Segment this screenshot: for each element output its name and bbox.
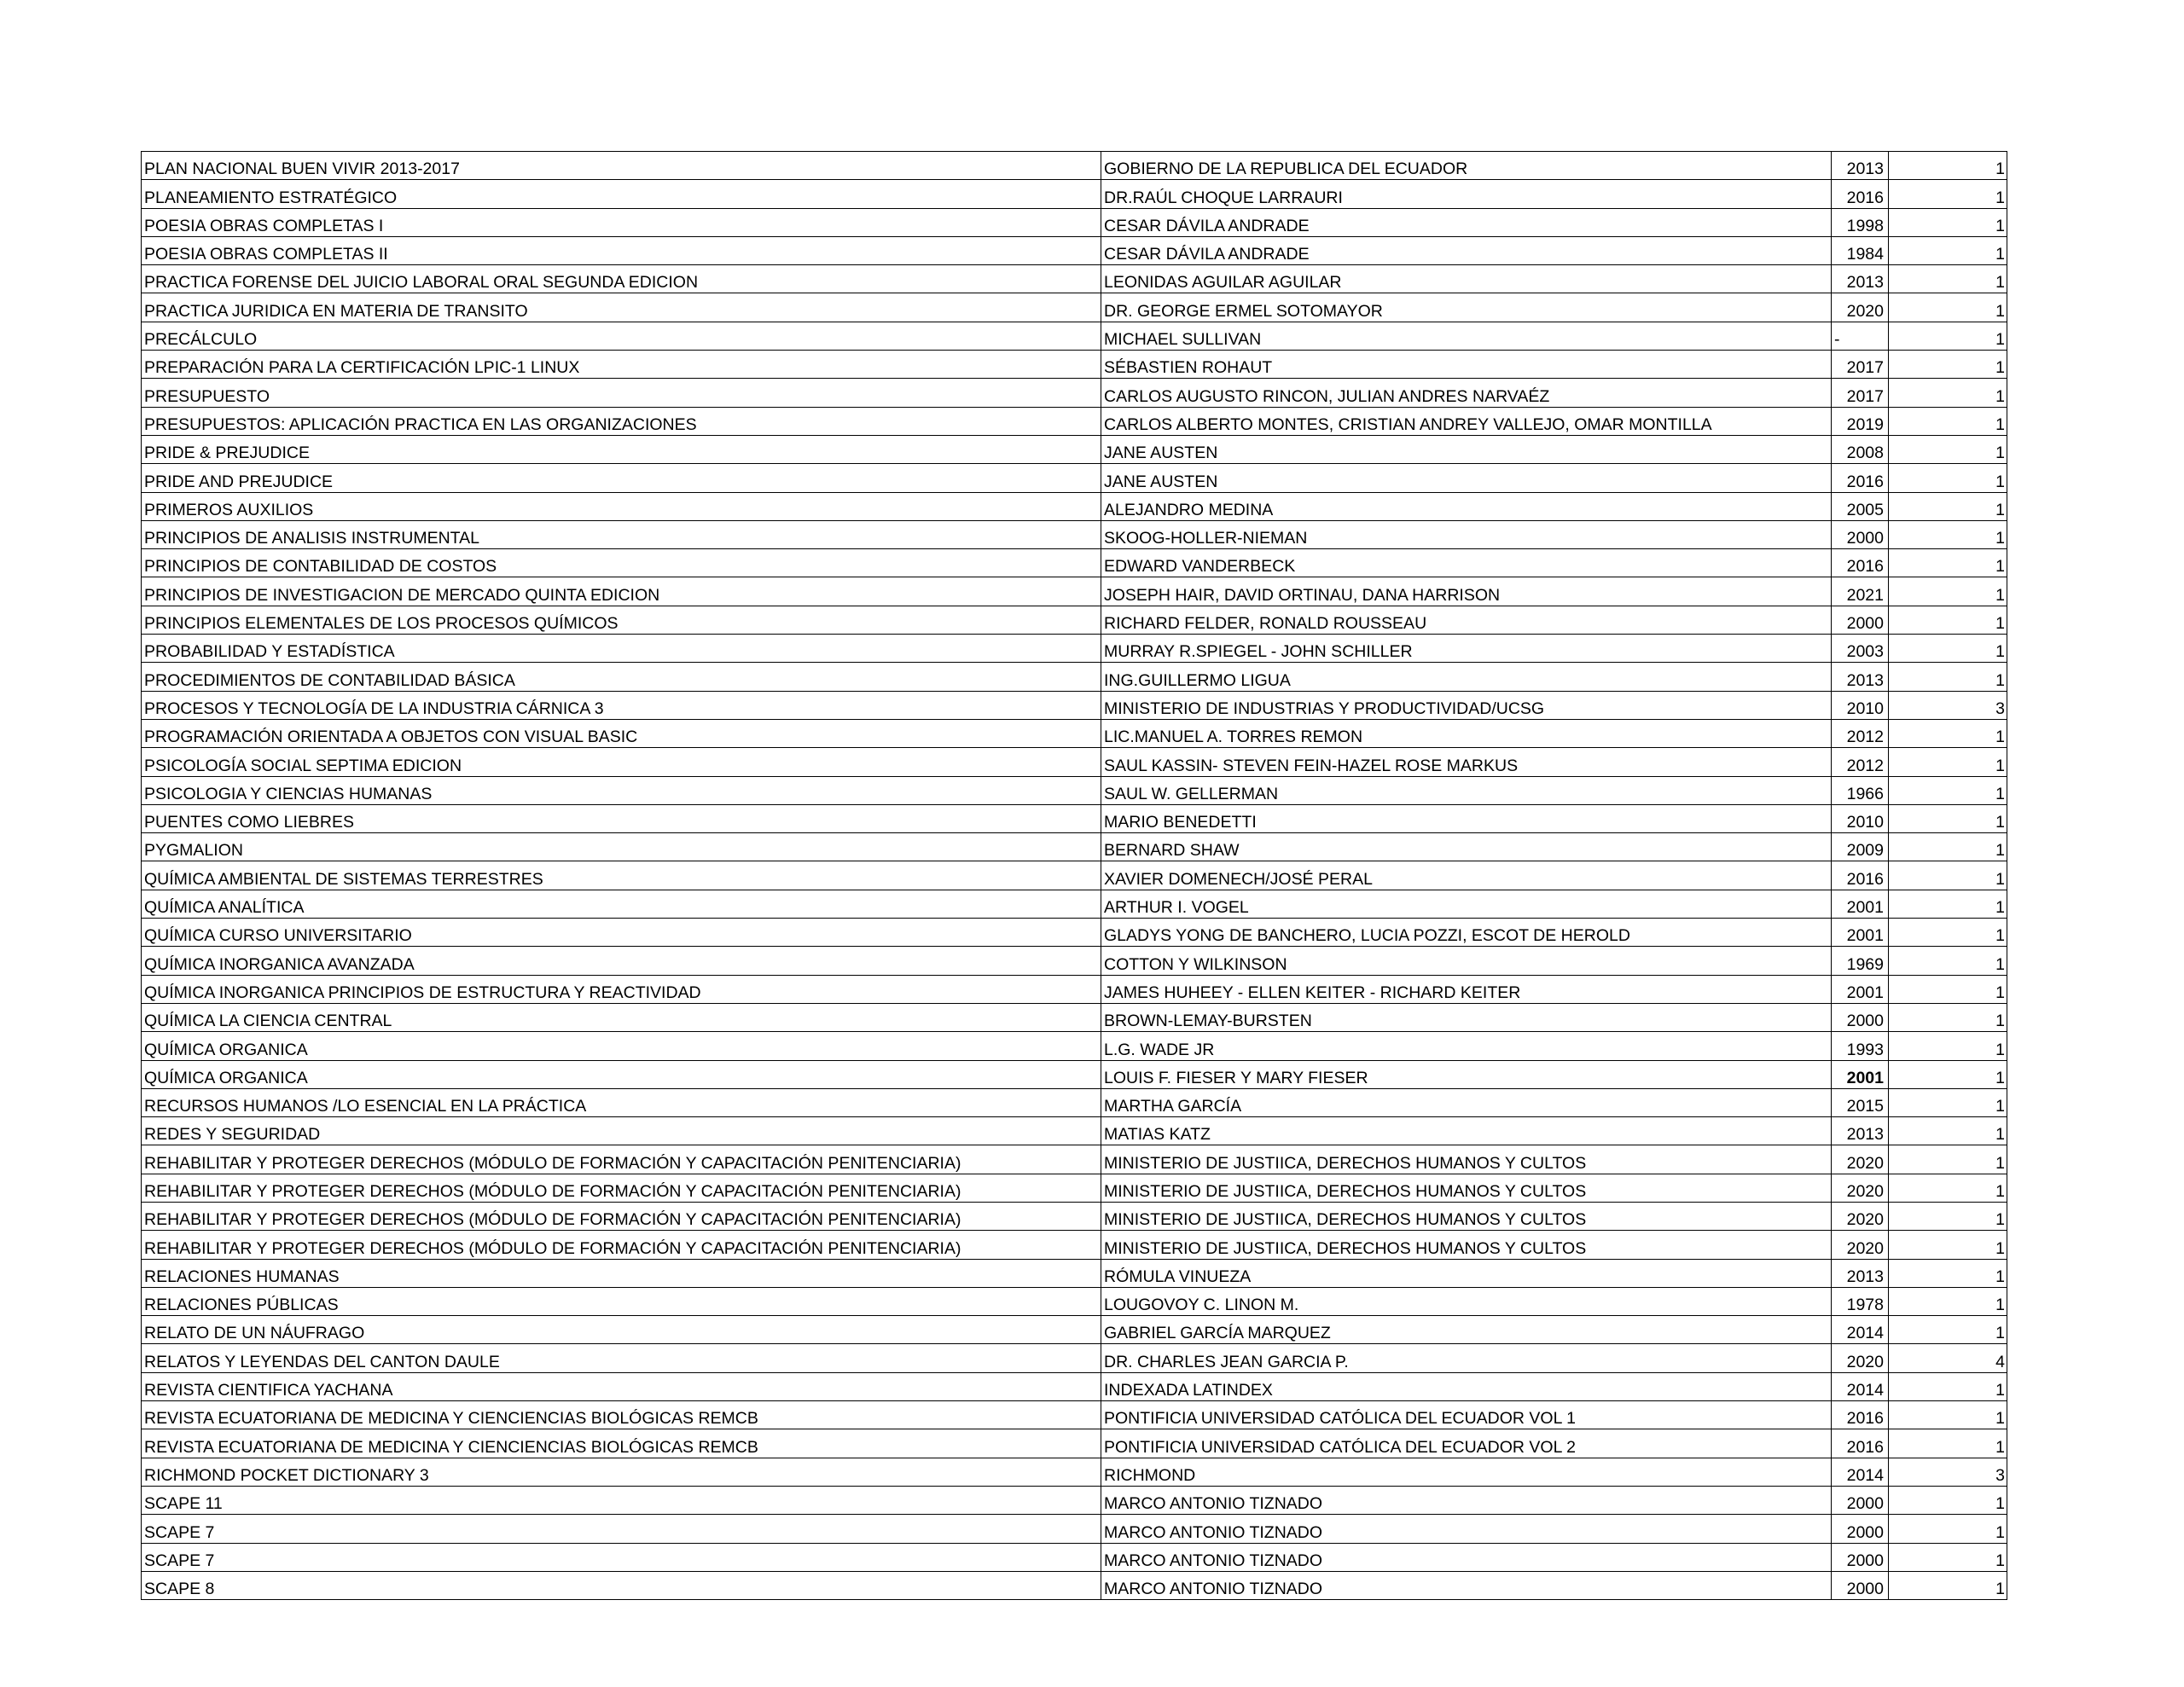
quantity-cell: 1 [1889,577,2007,606]
title-cell: SCAPE 11 [142,1486,1101,1514]
title-cell: PREPARACIÓN PARA LA CERTIFICACIÓN LPIC-1 LINUX [142,351,1101,379]
title-cell: POESIA OBRAS COMPLETAS I [142,208,1101,236]
author-cell: MARTHA GARCÍA [1101,1088,1832,1116]
quantity-cell: 1 [1889,1088,2007,1116]
author-cell: RICHARD FELDER, RONALD ROUSSEAU [1101,606,1832,634]
quantity-cell: 1 [1889,1372,2007,1400]
year-cell: 2016 [1832,464,1889,492]
author-cell: EDWARD VANDERBECK [1101,549,1832,577]
year-cell: 2001 [1832,890,1889,918]
quantity-cell: 1 [1889,180,2007,208]
title-cell: PRACTICA JURIDICA EN MATERIA DE TRANSITO [142,293,1101,322]
year-cell: 2013 [1832,1259,1889,1287]
table-row [142,719,2007,747]
author-cell: ALEJANDRO MEDINA [1101,492,1832,520]
year-cell: 2009 [1832,833,1889,861]
table-row [142,1287,2007,1315]
year-cell: 2000 [1832,606,1889,634]
author-cell: MARCO ANTONIO TIZNADO [1101,1486,1832,1514]
author-cell: RICHMOND [1101,1458,1832,1486]
table-row [142,890,2007,918]
quantity-cell: 1 [1889,804,2007,832]
quantity-cell: 1 [1889,1429,2007,1458]
year-cell: 2020 [1832,1202,1889,1230]
quantity-cell: 1 [1889,1060,2007,1088]
quantity-cell: 1 [1889,635,2007,663]
year-cell: 2016 [1832,1401,1889,1429]
year-cell: 2017 [1832,351,1889,379]
table-body [142,152,2007,1600]
title-cell: PROGRAMACIÓN ORIENTADA A OBJETOS CON VISUAL BASIC [142,719,1101,747]
author-cell: MINISTERIO DE JUSTIICA, DERECHOS HUMANOS Y CULTOS [1101,1145,1832,1174]
table-row [142,464,2007,492]
year-cell: 2001 [1832,919,1889,947]
author-cell: DR.RAÚL CHOQUE LARRAURI [1101,180,1832,208]
year-cell: 2016 [1832,180,1889,208]
table-row [142,975,2007,1003]
table-row [142,861,2007,890]
table-row [142,1202,2007,1230]
author-cell: JAMES HUHEEY - ELLEN KEITER - RICHARD KEITER [1101,975,1832,1003]
year-cell: 2020 [1832,1231,1889,1259]
table-row [142,1117,2007,1145]
author-cell: GOBIERNO DE LA REPUBLICA DEL ECUADOR [1101,152,1832,180]
title-cell: PROCEDIMIENTOS DE CONTABILIDAD BÁSICA [142,663,1101,691]
title-cell: RICHMOND POCKET DICTIONARY 3 [142,1458,1101,1486]
quantity-cell: 1 [1889,379,2007,407]
title-cell: SCAPE 8 [142,1571,1101,1599]
table-row [142,265,2007,293]
author-cell: DR. CHARLES JEAN GARCIA P. [1101,1344,1832,1372]
table-row [142,322,2007,350]
title-cell: PRINCIPIOS DE INVESTIGACION DE MERCADO QUINTA EDICION [142,577,1101,606]
author-cell: BERNARD SHAW [1101,833,1832,861]
quantity-cell: 1 [1889,975,2007,1003]
table-row [142,1316,2007,1344]
year-cell: 2014 [1832,1458,1889,1486]
quantity-cell: 1 [1889,1316,2007,1344]
table-row [142,1571,2007,1599]
table-row [142,208,2007,236]
year-cell: - [1832,322,1889,350]
author-cell: CESAR DÁVILA ANDRADE [1101,208,1832,236]
title-cell: QUÍMICA ORGANICA [142,1032,1101,1060]
table-row [142,236,2007,264]
catalog-sheet [141,151,2007,1600]
table-row [142,1231,2007,1259]
year-cell: 2000 [1832,520,1889,548]
title-cell: REHABILITAR Y PROTEGER DERECHOS (MÓDULO DE FORMACIÓN Y CAPACITACIÓN PENITENCIARIA) [142,1231,1101,1259]
year-cell: 1993 [1832,1032,1889,1060]
table-row [142,351,2007,379]
year-cell: 2005 [1832,492,1889,520]
year-cell: 2016 [1832,861,1889,890]
year-cell: 1978 [1832,1287,1889,1315]
year-cell: 2012 [1832,748,1889,776]
title-cell: PROBABILIDAD Y ESTADÍSTICA [142,635,1101,663]
table-row [142,691,2007,719]
table-row [142,804,2007,832]
author-cell: INDEXADA LATINDEX [1101,1372,1832,1400]
author-cell: JANE AUSTEN [1101,464,1832,492]
table-row [142,152,2007,180]
title-cell: QUÍMICA AMBIENTAL DE SISTEMAS TERRESTRES [142,861,1101,890]
table-row [142,1458,2007,1486]
author-cell: MARCO ANTONIO TIZNADO [1101,1543,1832,1571]
year-cell: 2021 [1832,577,1889,606]
author-cell: MINISTERIO DE JUSTIICA, DERECHOS HUMANOS Y CULTOS [1101,1202,1832,1230]
quantity-cell: 3 [1889,691,2007,719]
quantity-cell: 4 [1889,1344,2007,1372]
table-row [142,577,2007,606]
author-cell: PONTIFICIA UNIVERSIDAD CATÓLICA DEL ECUADOR VOL 2 [1101,1429,1832,1458]
year-cell: 2000 [1832,1003,1889,1031]
title-cell: REVISTA ECUATORIANA DE MEDICINA Y CIENCIENCIAS BIOLÓGICAS REMCB [142,1429,1101,1458]
year-cell: 2013 [1832,663,1889,691]
year-cell: 1969 [1832,947,1889,975]
table-row [142,1032,2007,1060]
author-cell: SKOOG-HOLLER-NIEMAN [1101,520,1832,548]
author-cell: DR. GEORGE ERMEL SOTOMAYOR [1101,293,1832,322]
title-cell: PUENTES COMO LIEBRES [142,804,1101,832]
title-cell: QUÍMICA CURSO UNIVERSITARIO [142,919,1101,947]
table-row [142,1174,2007,1202]
quantity-cell: 1 [1889,1117,2007,1145]
quantity-cell: 1 [1889,748,2007,776]
quantity-cell: 1 [1889,407,2007,435]
author-cell: XAVIER DOMENECH/JOSÉ PERAL [1101,861,1832,890]
title-cell: QUÍMICA LA CIENCIA CENTRAL [142,1003,1101,1031]
title-cell: PSICOLOGIA Y CIENCIAS HUMANAS [142,776,1101,804]
quantity-cell: 1 [1889,208,2007,236]
table-row [142,1088,2007,1116]
quantity-cell: 1 [1889,351,2007,379]
title-cell: PRIDE AND PREJUDICE [142,464,1101,492]
quantity-cell: 1 [1889,1287,2007,1315]
author-cell: PONTIFICIA UNIVERSIDAD CATÓLICA DEL ECUADOR VOL 1 [1101,1401,1832,1429]
title-cell: REHABILITAR Y PROTEGER DERECHOS (MÓDULO DE FORMACIÓN Y CAPACITACIÓN PENITENCIARIA) [142,1145,1101,1174]
table-row [142,833,2007,861]
title-cell: PRINCIPIOS DE ANALISIS INSTRUMENTAL [142,520,1101,548]
title-cell: SCAPE 7 [142,1543,1101,1571]
quantity-cell: 1 [1889,776,2007,804]
year-cell: 2010 [1832,804,1889,832]
year-cell: 2015 [1832,1088,1889,1116]
title-cell: REHABILITAR Y PROTEGER DERECHOS (MÓDULO DE FORMACIÓN Y CAPACITACIÓN PENITENCIARIA) [142,1174,1101,1202]
year-cell: 2014 [1832,1372,1889,1400]
author-cell: CARLOS ALBERTO MONTES, CRISTIAN ANDREY VALLEJO, OMAR MONTILLA [1101,407,1832,435]
quantity-cell: 1 [1889,606,2007,634]
table-row [142,407,2007,435]
quantity-cell: 1 [1889,833,2007,861]
author-cell: MICHAEL SULLIVAN [1101,322,1832,350]
author-cell: LIC.MANUEL A. TORRES REMON [1101,719,1832,747]
table-row [142,947,2007,975]
title-cell: QUÍMICA ORGANICA [142,1060,1101,1088]
title-cell: RELACIONES HUMANAS [142,1259,1101,1287]
quantity-cell: 1 [1889,322,2007,350]
title-cell: PRESUPUESTOS: APLICACIÓN PRACTICA EN LAS ORGANIZACIONES [142,407,1101,435]
table-row [142,663,2007,691]
year-cell: 2000 [1832,1486,1889,1514]
author-cell: MARCO ANTONIO TIZNADO [1101,1571,1832,1599]
year-cell: 2010 [1832,691,1889,719]
quantity-cell: 1 [1889,1543,2007,1571]
table-row [142,435,2007,463]
quantity-cell: 1 [1889,1401,2007,1429]
title-cell: RELACIONES PÚBLICAS [142,1287,1101,1315]
author-cell: COTTON Y WILKINSON [1101,947,1832,975]
table-row [142,180,2007,208]
year-cell: 2020 [1832,1145,1889,1174]
table-row [142,1145,2007,1174]
author-cell: SAUL W. GELLERMAN [1101,776,1832,804]
quantity-cell: 1 [1889,1571,2007,1599]
author-cell: MARIO BENEDETTI [1101,804,1832,832]
title-cell: PRECÁLCULO [142,322,1101,350]
author-cell: MATIAS KATZ [1101,1117,1832,1145]
quantity-cell: 1 [1889,919,2007,947]
title-cell: PLAN NACIONAL BUEN VIVIR 2013-2017 [142,152,1101,180]
table-row [142,1486,2007,1514]
quantity-cell: 1 [1889,1003,2007,1031]
year-cell: 2017 [1832,379,1889,407]
quantity-cell: 1 [1889,1515,2007,1543]
table-row [142,606,2007,634]
table-row [142,776,2007,804]
quantity-cell: 1 [1889,520,2007,548]
quantity-cell: 1 [1889,435,2007,463]
author-cell: L.G. WADE JR [1101,1032,1832,1060]
title-cell: PRIDE & PREJUDICE [142,435,1101,463]
title-cell: QUÍMICA INORGANICA AVANZADA [142,947,1101,975]
title-cell: PRIMEROS AUXILIOS [142,492,1101,520]
quantity-cell: 1 [1889,293,2007,322]
year-cell: 1984 [1832,236,1889,264]
quantity-cell: 1 [1889,719,2007,747]
title-cell: RELATOS Y LEYENDAS DEL CANTON DAULE [142,1344,1101,1372]
quantity-cell: 3 [1889,1458,2007,1486]
table-row [142,520,2007,548]
table-row [142,1401,2007,1429]
quantity-cell: 1 [1889,549,2007,577]
title-cell: REVISTA ECUATORIANA DE MEDICINA Y CIENCIENCIAS BIOLÓGICAS REMCB [142,1401,1101,1429]
quantity-cell: 1 [1889,1486,2007,1514]
table-row [142,748,2007,776]
year-cell: 2001 [1832,975,1889,1003]
author-cell: JANE AUSTEN [1101,435,1832,463]
quantity-cell: 1 [1889,265,2007,293]
quantity-cell: 1 [1889,1174,2007,1202]
quantity-cell: 1 [1889,1202,2007,1230]
title-cell: RECURSOS HUMANOS /LO ESENCIAL EN LA PRÁCTICA [142,1088,1101,1116]
year-cell: 2013 [1832,265,1889,293]
title-cell: PROCESOS Y TECNOLOGÍA DE LA INDUSTRIA CÁRNICA 3 [142,691,1101,719]
title-cell: PRESUPUESTO [142,379,1101,407]
author-cell: RÓMULA VINUEZA [1101,1259,1832,1287]
author-cell: GABRIEL GARCÍA MARQUEZ [1101,1316,1832,1344]
table-row [142,919,2007,947]
quantity-cell: 1 [1889,1032,2007,1060]
table-row [142,1003,2007,1031]
table-row [142,1344,2007,1372]
table-row [142,1543,2007,1571]
title-cell: PRACTICA FORENSE DEL JUICIO LABORAL ORAL SEGUNDA EDICION [142,265,1101,293]
year-cell: 1966 [1832,776,1889,804]
quantity-cell: 1 [1889,492,2007,520]
year-cell: 2019 [1832,407,1889,435]
book-catalog-table [141,151,2007,1600]
year-cell: 2012 [1832,719,1889,747]
author-cell: MURRAY R.SPIEGEL - JOHN SCHILLER [1101,635,1832,663]
title-cell: POESIA OBRAS COMPLETAS II [142,236,1101,264]
quantity-cell: 1 [1889,890,2007,918]
quantity-cell: 1 [1889,663,2007,691]
year-cell: 2008 [1832,435,1889,463]
author-cell: ARTHUR I. VOGEL [1101,890,1832,918]
year-cell: 2016 [1832,1429,1889,1458]
year-cell: 2013 [1832,1117,1889,1145]
quantity-cell: 1 [1889,1231,2007,1259]
year-cell: 2020 [1832,1344,1889,1372]
title-cell: QUÍMICA ANALÍTICA [142,890,1101,918]
table-row [142,293,2007,322]
table-row [142,1429,2007,1458]
year-cell: 2020 [1832,293,1889,322]
title-cell: REHABILITAR Y PROTEGER DERECHOS (MÓDULO DE FORMACIÓN Y CAPACITACIÓN PENITENCIARIA) [142,1202,1101,1230]
year-cell: 2000 [1832,1571,1889,1599]
year-cell: 2000 [1832,1543,1889,1571]
author-cell: JOSEPH HAIR, DAVID ORTINAU, DANA HARRISON [1101,577,1832,606]
quantity-cell: 1 [1889,152,2007,180]
author-cell: MARCO ANTONIO TIZNADO [1101,1515,1832,1543]
table-row [142,1515,2007,1543]
title-cell: REVISTA CIENTIFICA YACHANA [142,1372,1101,1400]
table-row [142,1060,2007,1088]
author-cell: LOUIS F. FIESER Y MARY FIESER [1101,1060,1832,1088]
title-cell: PLANEAMIENTO ESTRATÉGICO [142,180,1101,208]
year-cell: 2003 [1832,635,1889,663]
author-cell: MINISTERIO DE JUSTIICA, DERECHOS HUMANOS Y CULTOS [1101,1231,1832,1259]
author-cell: LOUGOVOY C. LINON M. [1101,1287,1832,1315]
table-row [142,1372,2007,1400]
table-row [142,379,2007,407]
author-cell: SÉBASTIEN ROHAUT [1101,351,1832,379]
table-row [142,549,2007,577]
table-row [142,492,2007,520]
author-cell: MINISTERIO DE INDUSTRIAS Y PRODUCTIVIDAD/UCSG [1101,691,1832,719]
quantity-cell: 1 [1889,1145,2007,1174]
quantity-cell: 1 [1889,236,2007,264]
author-cell: MINISTERIO DE JUSTIICA, DERECHOS HUMANOS Y CULTOS [1101,1174,1832,1202]
title-cell: QUÍMICA INORGANICA PRINCIPIOS DE ESTRUCTURA Y REACTIVIDAD [142,975,1101,1003]
title-cell: REDES Y SEGURIDAD [142,1117,1101,1145]
table-row [142,635,2007,663]
quantity-cell: 1 [1889,1259,2007,1287]
year-cell: 2016 [1832,549,1889,577]
table-row [142,1259,2007,1287]
title-cell: RELATO DE UN NÁUFRAGO [142,1316,1101,1344]
author-cell: ING.GUILLERMO LIGUA [1101,663,1832,691]
author-cell: BROWN-LEMAY-BURSTEN [1101,1003,1832,1031]
author-cell: CARLOS AUGUSTO RINCON, JULIAN ANDRES NARVAÉZ [1101,379,1832,407]
author-cell: GLADYS YONG DE BANCHERO, LUCIA POZZI, ESCOT DE HEROLD [1101,919,1832,947]
year-cell: 2001 [1832,1060,1889,1088]
year-cell: 1998 [1832,208,1889,236]
author-cell: SAUL KASSIN- STEVEN FEIN-HAZEL ROSE MARKUS [1101,748,1832,776]
year-cell: 2014 [1832,1316,1889,1344]
year-cell: 2000 [1832,1515,1889,1543]
quantity-cell: 1 [1889,861,2007,890]
quantity-cell: 1 [1889,947,2007,975]
quantity-cell: 1 [1889,464,2007,492]
title-cell: SCAPE 7 [142,1515,1101,1543]
title-cell: PYGMALION [142,833,1101,861]
author-cell: LEONIDAS AGUILAR AGUILAR [1101,265,1832,293]
title-cell: PRINCIPIOS ELEMENTALES DE LOS PROCESOS QUÍMICOS [142,606,1101,634]
year-cell: 2020 [1832,1174,1889,1202]
year-cell: 2013 [1832,152,1889,180]
author-cell: CESAR DÁVILA ANDRADE [1101,236,1832,264]
title-cell: PRINCIPIOS DE CONTABILIDAD DE COSTOS [142,549,1101,577]
title-cell: PSICOLOGÍA SOCIAL SEPTIMA EDICION [142,748,1101,776]
